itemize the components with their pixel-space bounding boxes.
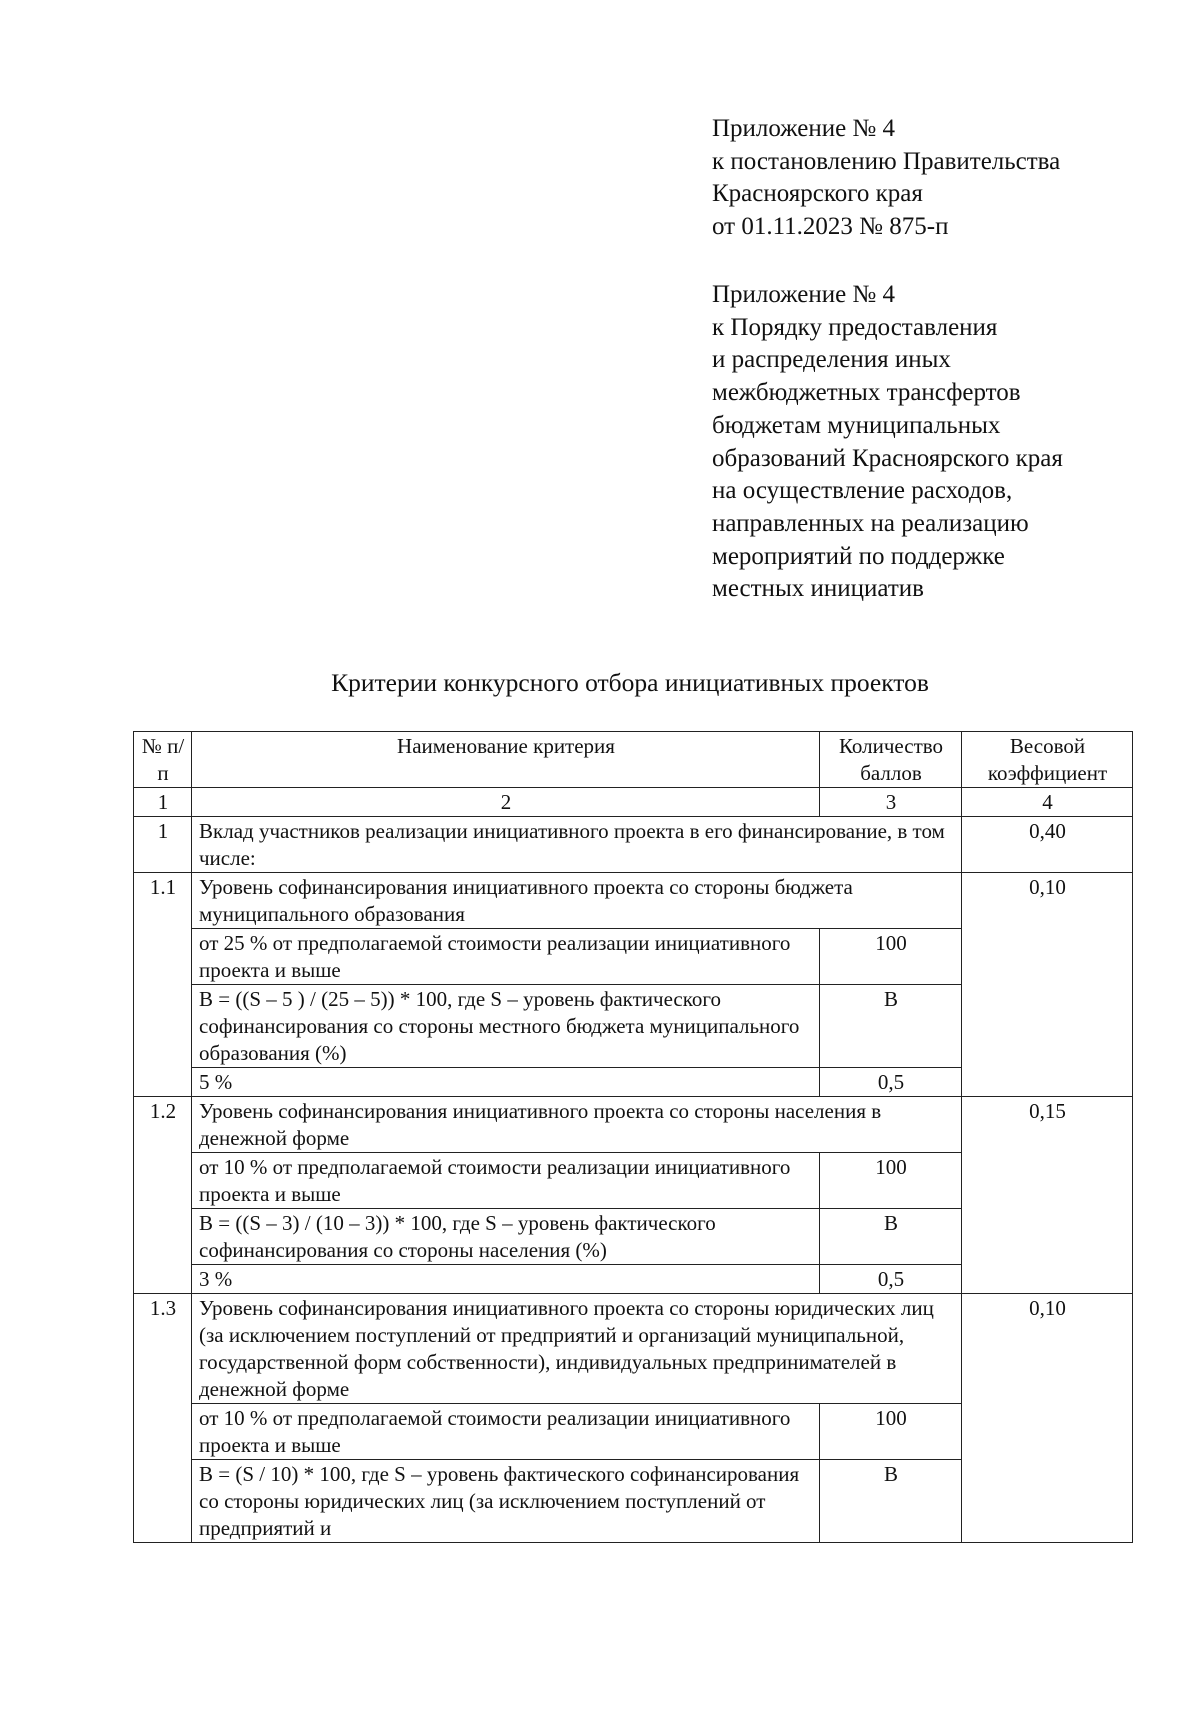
weight-value: 0,40 (962, 817, 1133, 873)
table-header-row (134, 732, 1133, 788)
row-num: 1.1 (134, 873, 192, 1097)
criterion-name: от 10 % от предполагаемой стоимости реализации инициативного проекта и выше (192, 1153, 820, 1209)
points-value: В (820, 1209, 962, 1265)
appendix-line: бюджетам муниципальных (712, 411, 1001, 439)
appendix-line: местных инициатив (712, 575, 924, 603)
appendix-line: к Порядку предоставления (712, 313, 998, 341)
criterion-name: В = ((S – 3) / (10 – 3)) * 100, где S – уровень фактического софинансирования со стороны населения (%) (192, 1209, 820, 1265)
document-title: Критерии конкурсного отбора инициативных проектов (331, 668, 929, 697)
criterion-name: Вклад участников реализации инициативного проекта в его финансирование, в том числе: (192, 817, 962, 873)
points-value: 100 (820, 1153, 962, 1209)
appendix-procedure-block (712, 279, 1182, 606)
appendix-line: Приложение № 4 (712, 281, 896, 308)
header-name: Наименование критерия (192, 732, 820, 788)
points-value: 100 (820, 1404, 962, 1460)
column-number: 1 (134, 788, 192, 817)
criterion-name: 3 % (192, 1265, 820, 1294)
points-value: 0,5 (820, 1068, 962, 1097)
header-points: Количество баллов (820, 732, 962, 788)
header-weight: Весовой коэффициент (962, 732, 1133, 788)
criterion-name: от 25 % от предполагаемой стоимости реализации инициативного проекта и выше (192, 929, 820, 985)
column-number-row (134, 788, 1133, 817)
table-row (134, 1294, 1133, 1404)
table-row (134, 1097, 1133, 1153)
criterion-name: В = (S / 10) * 100, где S – уровень фактического софинансирования со стороны юридических лиц (за исключением поступлений от предприятий и (192, 1460, 820, 1543)
weight-value: 0,15 (962, 1097, 1133, 1294)
header-num: № п/п (134, 732, 192, 788)
points-value: В (820, 1460, 962, 1543)
appendix-line: межбюджетных трансфертов (712, 379, 1021, 407)
table-row (134, 817, 1133, 873)
row-num: 1 (134, 817, 192, 873)
criterion-name: 5 % (192, 1068, 820, 1097)
points-value: 0,5 (820, 1265, 962, 1294)
appendix-line: образований Красноярского края (712, 444, 1063, 472)
appendix-line: от 01.11.2023 № 875-п (712, 213, 949, 241)
appendix-line: Красноярского края (712, 180, 923, 208)
criterion-name: Уровень софинансирования инициативного проекта со стороны бюджета муниципального образования (192, 873, 962, 929)
appendix-line: направленных на реализацию (712, 509, 1029, 537)
points-value: В (820, 985, 962, 1068)
criteria-table (133, 731, 1133, 1543)
criterion-name: Уровень софинансирования инициативного проекта со стороны населения в денежной форме (192, 1097, 962, 1153)
appendix-line: Приложение № 4 (712, 115, 896, 142)
appendix-line: на осуществление расходов, (712, 477, 1013, 505)
weight-value: 0,10 (962, 1294, 1133, 1543)
appendix-line: мероприятий по поддержке (712, 542, 1005, 570)
table-row (134, 873, 1133, 929)
row-num: 1.2 (134, 1097, 192, 1294)
appendix-line: к постановлению Правительства (712, 147, 1061, 175)
column-number: 4 (962, 788, 1133, 817)
criterion-name: от 10 % от предполагаемой стоимости реализации инициативного проекта и выше (192, 1404, 820, 1460)
criterion-name: Уровень софинансирования инициативного проекта со стороны юридических лиц (за исключением поступлений от предприятий и организаций муниципальной, государственной форм собственности), индивидуальных предпринимателей в денежной форме (192, 1294, 962, 1404)
appendix-line: и распределения иных (712, 346, 951, 374)
criterion-name: В = ((S – 5 ) / (25 – 5)) * 100, где S – уровень фактического софинансирования со стороны местного бюджета муниципального образования (%) (192, 985, 820, 1068)
column-number: 2 (192, 788, 820, 817)
points-value: 100 (820, 929, 962, 985)
appendix-decree-block (712, 113, 1182, 244)
weight-value: 0,10 (962, 873, 1133, 1097)
column-number: 3 (820, 788, 962, 817)
row-num: 1.3 (134, 1294, 192, 1543)
